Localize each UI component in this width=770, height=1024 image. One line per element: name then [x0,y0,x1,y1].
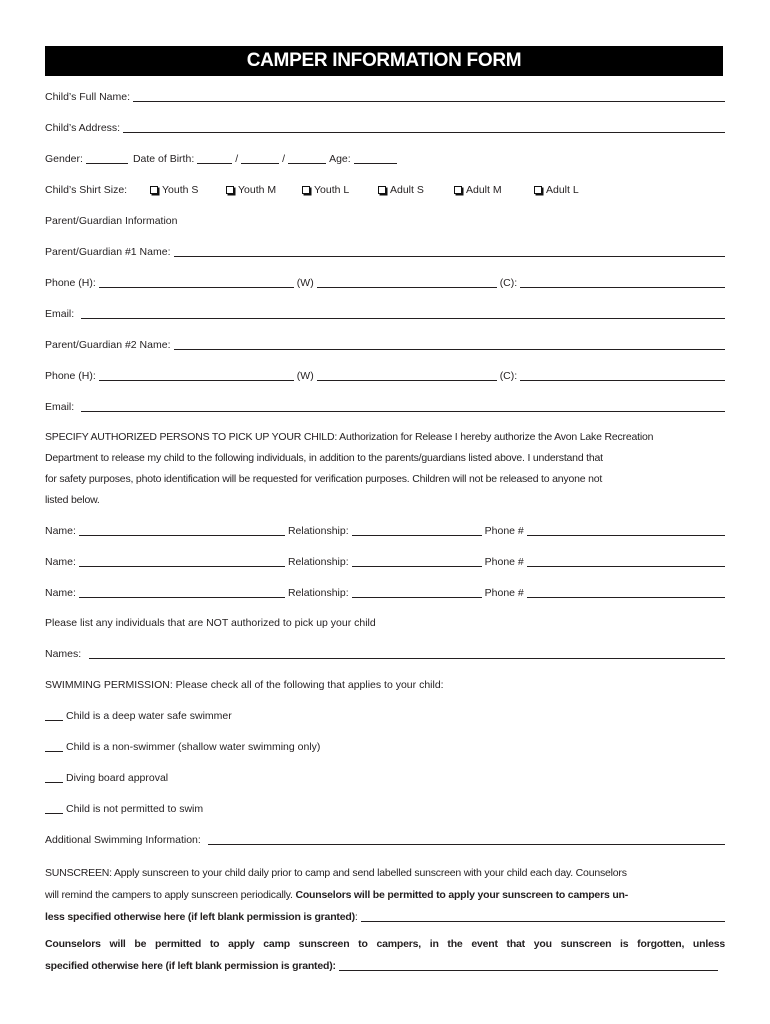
dob-day-field[interactable] [241,154,279,164]
shirt-option-adult-m[interactable] [454,184,534,197]
shirt-option-label: Youth M [238,184,277,196]
dob-slash-1: / [235,153,239,165]
guardian2-email-field[interactable] [81,402,725,412]
swim-option-row [45,701,725,732]
pickup-relationship-field[interactable] [352,557,482,567]
camp-sunscreen-line [45,955,718,977]
guardian1-email-row [45,299,725,330]
camper-details-section [45,82,725,423]
authorization-line: SPECIFY AUTHORIZED PERSONS TO PICK UP YOUR CHILD: Authorization for Release I hereby authorize the Avon Lake Recreation [45,431,654,443]
sunscreen-line [45,906,725,928]
phone-work-label: (W) [296,370,314,382]
pickup-phone-label: Phone # [484,556,524,568]
guardian2-phone-work-field[interactable] [317,371,497,381]
phone-home-label: Phone (H): [45,370,96,382]
authorization-line: Department to release my child to the following individuals, in addition to the parents/guardians listed above. I understand that [45,452,603,464]
shirt-size-row [45,175,725,206]
dob-month-field[interactable] [197,154,232,164]
pickup-name-label: Name: [45,556,76,568]
swim-check-not-permitted-field[interactable] [45,804,63,814]
camp-sunscreen-line-bold: specified otherwise here (if left blank permission is granted): [45,960,336,972]
pickup-name-label: Name: [45,587,76,599]
guardian1-phone-cell-field[interactable] [520,278,725,288]
shirt-option-label: Adult L [546,184,579,196]
shirt-option-label: Adult M [466,184,502,196]
checkbox-icon[interactable] [226,186,234,194]
sunscreen-line-colon: : [354,911,358,923]
pickup-phone-field[interactable] [527,557,725,567]
phone-home-label: Phone (H): [45,277,96,289]
phone-cell-label: (C): [499,370,518,382]
pickup-relationship-field[interactable] [352,588,482,598]
pickup-relationship-label: Relationship: [287,587,349,599]
additional-swimming-label: Additional Swimming Information: [45,834,201,846]
child-full-name-field[interactable] [133,92,725,102]
swim-check-diving-board-field[interactable] [45,773,63,783]
additional-swimming-row [45,825,725,856]
sunscreen-line-bold: less specified otherwise here (if left blank permission is granted) [45,911,355,923]
not-authorized-names-label: Names: [45,648,82,660]
age-label: Age: [329,153,351,165]
guardian1-phone-work-field[interactable] [317,278,497,288]
swimming-heading-row [45,670,725,701]
checkbox-icon[interactable] [454,186,462,194]
age-field[interactable] [354,154,397,164]
authorization-paragraph [45,427,725,511]
swim-option-label: Diving board approval [66,772,169,784]
restrictions-swimming-section [45,608,725,856]
additional-swimming-field[interactable] [208,835,725,845]
guardian1-name-row [45,237,725,268]
checkbox-icon[interactable] [378,186,386,194]
not-authorized-names-row [45,639,725,670]
gender-dob-age-row [45,144,725,175]
pickup-phone-label: Phone # [484,525,524,537]
authorization-line: listed below. [45,494,100,506]
swim-option-label: Child is a non-swimmer (shallow water swimming only) [66,741,321,753]
shirt-option-youth-m[interactable] [226,184,302,197]
dob-slash-2: / [282,153,286,165]
swim-option-label: Child is not permitted to swim [66,803,204,815]
not-authorized-prompt-row [45,608,725,639]
pickup-row [45,547,725,578]
child-address-field[interactable] [123,123,725,133]
guardian2-name-row [45,330,725,361]
swim-option-row [45,732,725,763]
swim-option-row [45,794,725,825]
guardian2-phone-home-field[interactable] [99,371,294,381]
camp-sunscreen-line-bold: Counselors will be permitted to apply camp sunscreen to campers, in the event that you sunscreen is forgotten, unless [45,938,725,950]
guardian1-name-label: Parent/Guardian #1 Name: [45,246,171,258]
email-label: Email: [45,308,75,320]
pickup-relationship-label: Relationship: [287,556,349,568]
child-full-name-label: Child’s Full Name: [45,91,130,103]
gender-field[interactable] [86,154,128,164]
shirt-size-label: Child’s Shirt Size: [45,184,128,196]
not-authorized-names-field[interactable] [89,649,725,659]
authorization-line: for safety purposes, photo identification will be requested for verification purposes. Children will not be released to anyone not [45,473,603,485]
pickup-relationship-label: Relationship: [287,525,349,537]
form-title-bar [45,46,723,76]
form-title: CAMPER INFORMATION FORM [246,50,522,71]
pickup-row [45,516,725,547]
guardian1-name-field[interactable] [174,247,726,257]
phone-work-label: (W) [296,277,314,289]
shirt-option-adult-l[interactable] [534,184,579,197]
shirt-option-label: Youth L [314,184,350,196]
shirt-option-youth-s[interactable] [150,184,226,197]
child-address-row [45,113,725,144]
pickup-name-field[interactable] [79,557,285,567]
pickup-phone-label: Phone # [484,587,524,599]
swim-check-non-swimmer-field[interactable] [45,742,63,752]
child-full-name-row [45,82,725,113]
guardian2-email-row [45,392,725,423]
sunscreen-line-regular: will remind the campers to apply sunscreen periodically. [45,889,296,901]
guardian2-phone-row [45,361,725,392]
pickup-name-field[interactable] [79,526,285,536]
camp-sunscreen-exception-field[interactable] [339,970,718,971]
sunscreen-paragraph [45,862,725,928]
swimming-permission-heading: SWIMMING PERMISSION: Please check all of the following that applies to your child: [45,679,444,691]
checkbox-icon[interactable] [302,186,310,194]
checkbox-icon[interactable] [150,186,158,194]
swim-check-deep-water-field[interactable] [45,711,63,721]
dob-year-field[interactable] [288,154,326,164]
email-label: Email: [45,401,75,413]
gender-label: Gender: [45,153,83,165]
camp-sunscreen-line [45,933,725,955]
guardian1-email-field[interactable] [81,309,725,319]
sunscreen-line [45,884,725,906]
shirt-option-label: Adult S [390,184,424,196]
checkbox-icon[interactable] [534,186,542,194]
guardian1-phone-row [45,268,725,299]
guardian2-name-field[interactable] [174,340,726,350]
pickup-row [45,578,725,609]
authorized-pickup-section [45,516,725,609]
swim-option-row [45,763,725,794]
guardian-section-row [45,206,725,237]
dob-label: Date of Birth: [132,153,195,165]
sunscreen-line: SUNSCREEN: Apply sunscreen to your child daily prior to camp and send labelled sunscreen with your child each day. Counselors [45,867,627,879]
shirt-option-youth-l[interactable] [302,184,378,197]
guardian2-name-label: Parent/Guardian #2 Name: [45,339,171,351]
camp-sunscreen-paragraph [45,933,725,977]
guardian2-phone-cell-field[interactable] [520,371,725,381]
guardian-section-heading: Parent/Guardian Information [45,215,178,227]
sunscreen-exception-field[interactable] [361,921,725,922]
not-authorized-prompt: Please list any individuals that are NOT authorized to pick up your child [45,617,376,629]
pickup-relationship-field[interactable] [352,526,482,536]
pickup-name-label: Name: [45,525,76,537]
shirt-option-adult-s[interactable] [378,184,454,197]
pickup-phone-field[interactable] [527,588,725,598]
pickup-name-field[interactable] [79,588,285,598]
guardian1-phone-home-field[interactable] [99,278,294,288]
sunscreen-line-bold: Counselors will be permitted to apply your sunscreen to campers un- [295,889,629,901]
phone-cell-label: (C): [499,277,518,289]
child-address-label: Child’s Address: [45,122,121,134]
pickup-phone-field[interactable] [527,526,725,536]
swim-option-label: Child is a deep water safe swimmer [66,710,232,722]
shirt-option-label: Youth S [162,184,199,196]
